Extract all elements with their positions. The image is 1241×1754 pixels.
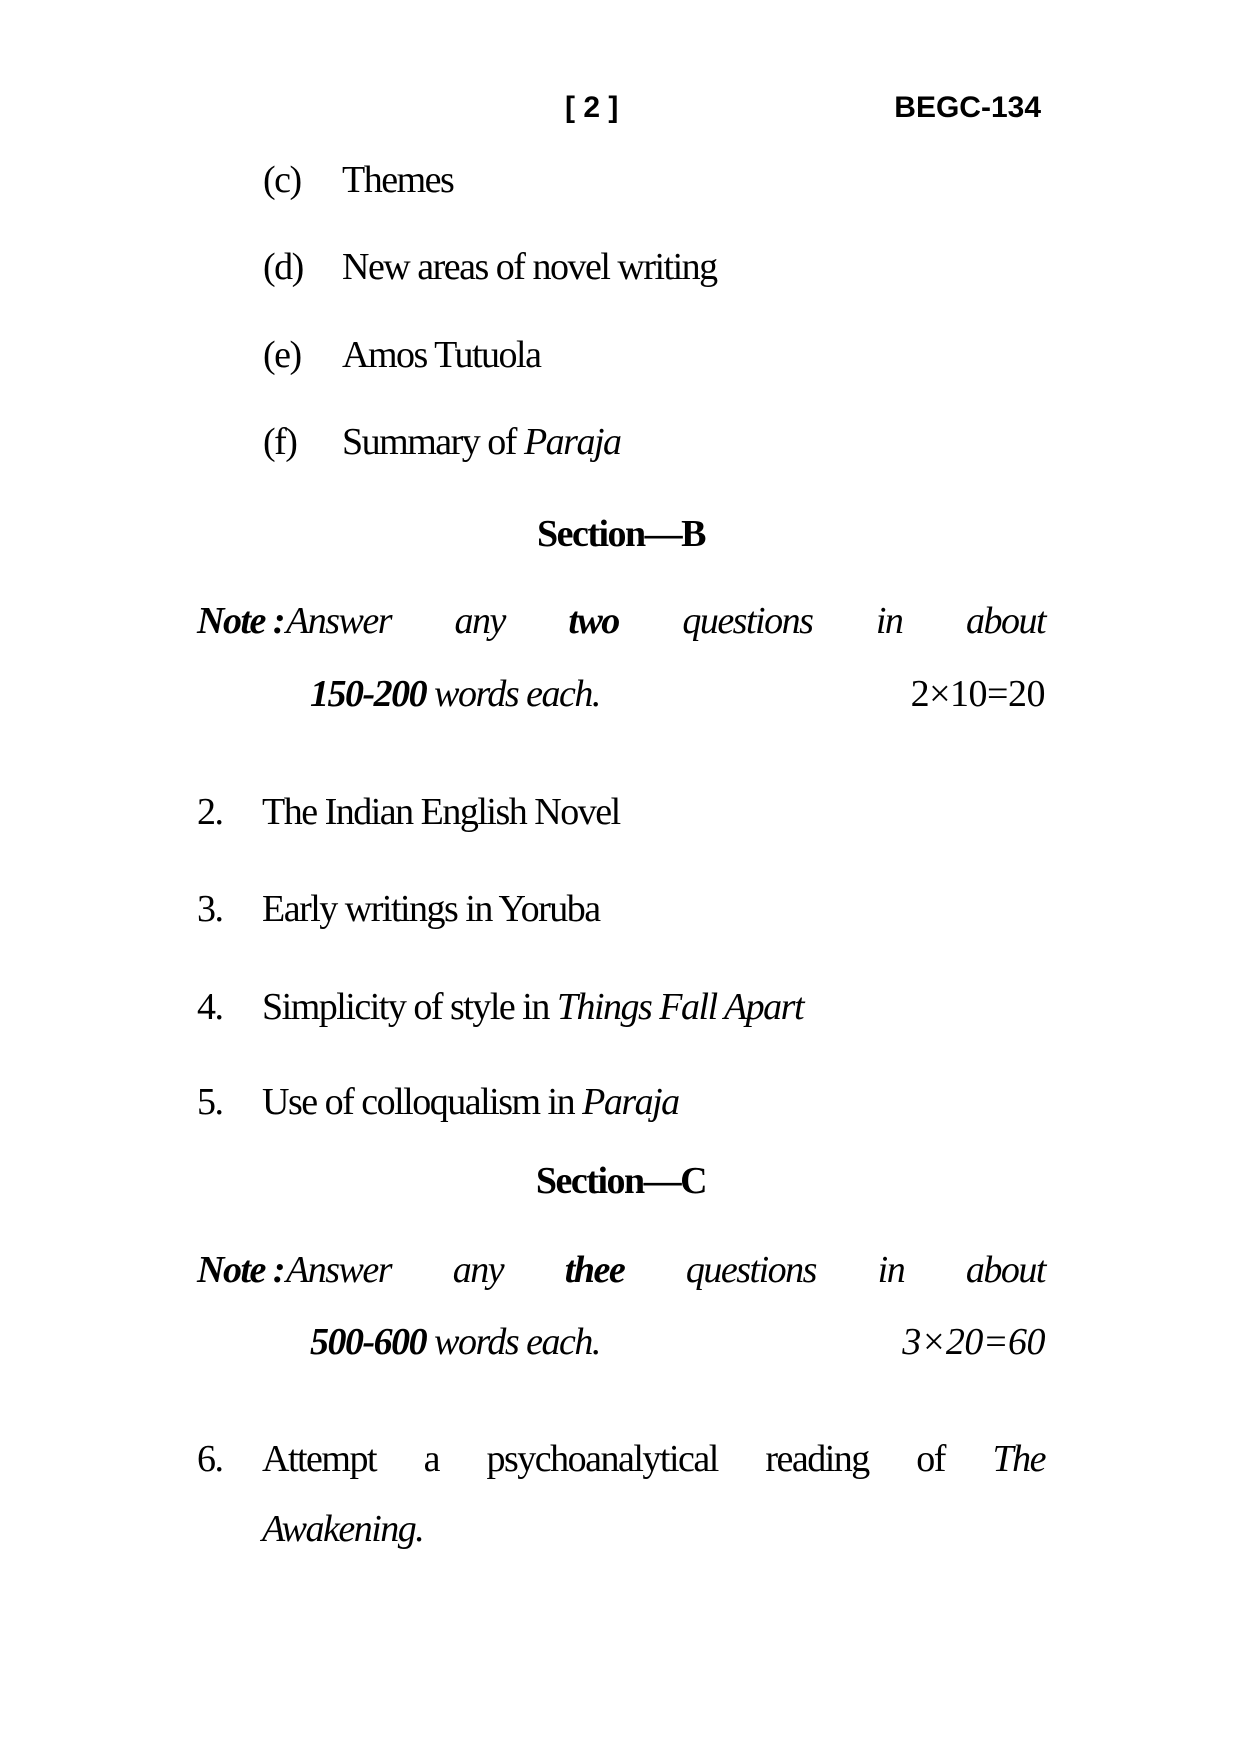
page-header bbox=[197, 86, 1045, 126]
question-title-italic: Awakening. bbox=[262, 1508, 424, 1550]
word-range: 150-200 bbox=[310, 673, 427, 715]
question-item bbox=[197, 1080, 1045, 1124]
question-text: Use of colloqualism in bbox=[262, 1081, 575, 1123]
note-word: in bbox=[877, 1249, 905, 1291]
page-number: [ 2 ] bbox=[565, 91, 619, 124]
words-each-label: words each. bbox=[434, 673, 600, 715]
subquestion-text: Summary of bbox=[342, 421, 516, 463]
note-word: any bbox=[452, 1249, 504, 1291]
question-text: Early writings in Yoruba bbox=[262, 888, 600, 930]
words-each-label: words each. bbox=[434, 1321, 600, 1363]
question-number: 6. bbox=[197, 1438, 223, 1480]
note-word-emphasis: two bbox=[568, 600, 619, 642]
note-lead bbox=[197, 599, 391, 643]
note-word: questions bbox=[685, 1249, 816, 1291]
course-code: BEGC-134 bbox=[894, 91, 1041, 124]
note-word: about bbox=[965, 1249, 1045, 1291]
question-text: Simplicity of style in bbox=[262, 986, 549, 1028]
section-b-heading: Section—B bbox=[536, 513, 706, 555]
note-word: Answer bbox=[286, 600, 392, 642]
question-6-line2 bbox=[197, 1507, 1045, 1551]
question-item bbox=[197, 985, 1045, 1029]
section-b-marks: 2×10=20 bbox=[910, 673, 1045, 715]
note-word-count bbox=[310, 672, 600, 716]
question-word: a bbox=[423, 1438, 439, 1480]
subquestion-text: Amos Tutuola bbox=[342, 334, 541, 376]
note-word: questions bbox=[682, 600, 813, 642]
question-6-words bbox=[262, 1437, 1045, 1481]
subquestion-item bbox=[197, 245, 1045, 289]
subquestion-label: (e) bbox=[263, 334, 301, 376]
section-b-note-line1 bbox=[197, 599, 1045, 643]
section-c-note-line1 bbox=[197, 1248, 1045, 1292]
question-text: The Indian English Novel bbox=[262, 791, 620, 833]
note-word: Answer bbox=[286, 1249, 392, 1291]
question-word: psychoanalytical bbox=[486, 1438, 718, 1480]
note-word: any bbox=[454, 600, 505, 642]
question-item bbox=[197, 887, 1045, 931]
question-item bbox=[197, 790, 1045, 834]
subquestion-item bbox=[197, 158, 1045, 202]
subquestion-text: Themes bbox=[342, 159, 454, 201]
question-number: 2. bbox=[197, 791, 223, 833]
note-word: about bbox=[965, 600, 1045, 642]
note-word: in bbox=[875, 600, 903, 642]
note-word-count bbox=[310, 1320, 600, 1364]
question-word: of bbox=[916, 1438, 945, 1480]
subquestion-label: (c) bbox=[263, 159, 301, 201]
section-b-note-line2 bbox=[197, 672, 1045, 716]
note-label: Note : bbox=[197, 1249, 285, 1291]
question-word: Attempt bbox=[262, 1438, 377, 1480]
section-c-note-line2 bbox=[197, 1320, 1045, 1364]
question-number: 5. bbox=[197, 1081, 223, 1123]
subquestion-item bbox=[197, 420, 1045, 464]
question-6-line1 bbox=[197, 1437, 1045, 1481]
subquestion-label: (f) bbox=[263, 421, 297, 463]
subquestion-title-italic: Paraja bbox=[523, 421, 621, 463]
word-range: 500-600 bbox=[310, 1321, 427, 1363]
question-title-italic: Things Fall Apart bbox=[556, 986, 804, 1028]
section-c-marks: 3×20=60 bbox=[902, 1321, 1045, 1363]
section-c-heading: Section—C bbox=[535, 1160, 707, 1202]
question-title-italic: The bbox=[992, 1438, 1045, 1480]
question-number: 4. bbox=[197, 986, 223, 1028]
question-title-italic: Paraja bbox=[582, 1081, 679, 1123]
note-word-emphasis: thee bbox=[564, 1249, 625, 1291]
subquestion-text: New areas of novel writing bbox=[342, 246, 717, 288]
note-lead bbox=[197, 1248, 391, 1292]
subquestion-label: (d) bbox=[263, 246, 303, 288]
subquestion-item bbox=[197, 333, 1045, 377]
question-word: reading bbox=[765, 1438, 869, 1480]
question-number: 3. bbox=[197, 888, 223, 930]
note-label: Note : bbox=[197, 600, 285, 642]
